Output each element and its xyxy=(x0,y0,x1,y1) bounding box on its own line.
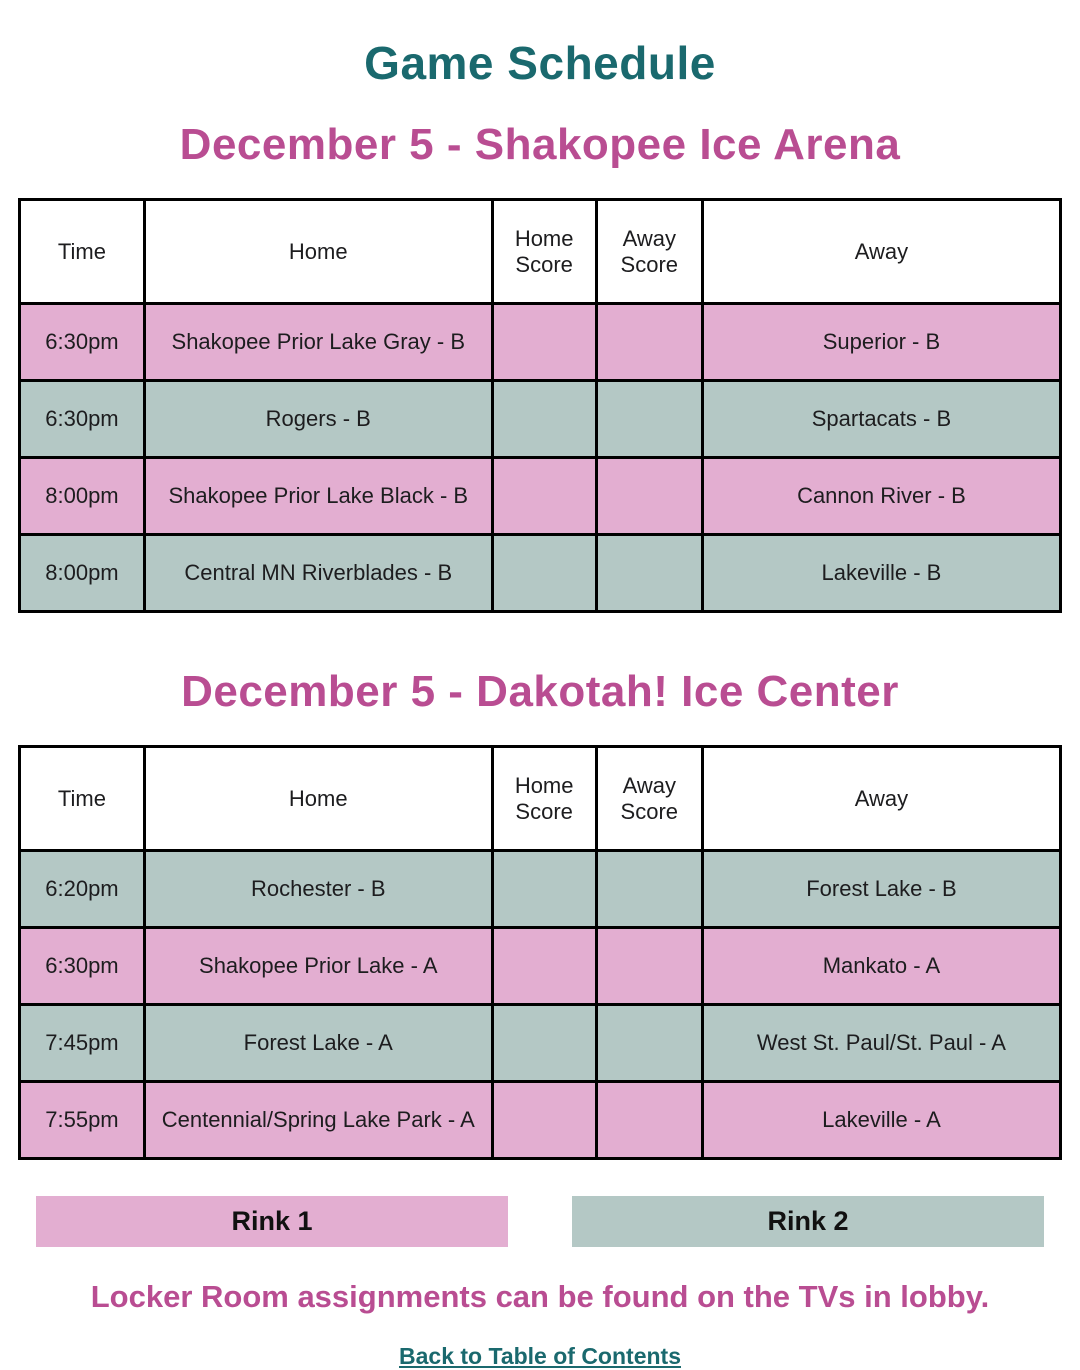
away-team-cell: Mankato - A xyxy=(702,928,1060,1005)
time-cell: 6:30pm xyxy=(20,304,145,381)
home-score-cell xyxy=(492,381,596,458)
home-score-cell xyxy=(492,851,596,928)
section-heading-shakopee-ice-arena: December 5 - Shakopee Ice Arena xyxy=(179,120,901,169)
away-score-cell xyxy=(596,928,702,1005)
home-team-cell: Centennial/Spring Lake Park - A xyxy=(144,1082,492,1159)
column-header-time: Time xyxy=(20,200,145,304)
time-cell: 8:00pm xyxy=(20,535,145,612)
schedule-table-shakopee xyxy=(18,198,1062,613)
table-row xyxy=(20,381,1061,458)
home-score-cell xyxy=(492,1082,596,1159)
table-row xyxy=(20,458,1061,535)
home-score-cell xyxy=(492,928,596,1005)
away-team-cell: Cannon River - B xyxy=(702,458,1060,535)
home-team-cell: Shakopee Prior Lake Black - B xyxy=(144,458,492,535)
table-row xyxy=(20,1082,1061,1159)
time-cell: 6:30pm xyxy=(20,928,145,1005)
home-score-cell xyxy=(492,535,596,612)
column-header-away: Away xyxy=(702,747,1060,851)
back-to-table-of-contents-link[interactable]: Back to Table of Contents xyxy=(399,1343,681,1369)
away-score-cell xyxy=(596,851,702,928)
time-cell: 7:45pm xyxy=(20,1005,145,1082)
column-header-home-score: Home Score xyxy=(492,747,596,851)
away-team-cell: Lakeville - A xyxy=(702,1082,1060,1159)
home-score-cell xyxy=(492,458,596,535)
table-row xyxy=(20,928,1061,1005)
locker-room-note: Locker Room assignments can be found on the TVs in lobby. xyxy=(90,1279,990,1314)
toc-link-container xyxy=(0,1343,1080,1370)
rink2-legend-swatch: Rink 2 xyxy=(572,1196,1044,1247)
time-cell: 6:20pm xyxy=(20,851,145,928)
column-header-home: Home xyxy=(144,747,492,851)
home-team-cell: Shakopee Prior Lake - A xyxy=(144,928,492,1005)
column-header-away: Away xyxy=(702,200,1060,304)
away-score-cell xyxy=(596,304,702,381)
away-team-cell: Lakeville - B xyxy=(702,535,1060,612)
table-row xyxy=(20,851,1061,928)
time-cell: 7:55pm xyxy=(20,1082,145,1159)
page-title: Game Schedule xyxy=(364,37,716,89)
away-score-cell xyxy=(596,1082,702,1159)
home-team-cell: Central MN Riverblades - B xyxy=(144,535,492,612)
home-team-cell: Forest Lake - A xyxy=(144,1005,492,1082)
away-team-cell: Superior - B xyxy=(702,304,1060,381)
column-header-home: Home xyxy=(144,200,492,304)
rink1-legend-swatch: Rink 1 xyxy=(36,1196,508,1247)
home-team-cell: Shakopee Prior Lake Gray - B xyxy=(144,304,492,381)
away-score-cell xyxy=(596,381,702,458)
column-header-away-score: Away Score xyxy=(596,747,702,851)
rink-legend xyxy=(18,1196,1062,1247)
home-score-cell xyxy=(492,1005,596,1082)
away-team-cell: Spartacats - B xyxy=(702,381,1060,458)
table-row xyxy=(20,535,1061,612)
home-team-cell: Rochester - B xyxy=(144,851,492,928)
time-cell: 8:00pm xyxy=(20,458,145,535)
column-header-home-score: Home Score xyxy=(492,200,596,304)
section-heading-dakotah-ice-center: December 5 - Dakotah! Ice Center xyxy=(181,667,899,716)
column-header-away-score: Away Score xyxy=(596,200,702,304)
header-row xyxy=(20,200,1061,304)
time-cell: 6:30pm xyxy=(20,381,145,458)
away-score-cell xyxy=(596,535,702,612)
away-score-cell xyxy=(596,458,702,535)
away-score-cell xyxy=(596,1005,702,1082)
header-row xyxy=(20,747,1061,851)
away-team-cell: Forest Lake - B xyxy=(702,851,1060,928)
home-score-cell xyxy=(492,304,596,381)
column-header-time: Time xyxy=(20,747,145,851)
table-row xyxy=(20,304,1061,381)
schedule-table-dakotah xyxy=(18,745,1062,1160)
table-row xyxy=(20,1005,1061,1082)
away-team-cell: West St. Paul/St. Paul - A xyxy=(702,1005,1060,1082)
home-team-cell: Rogers - B xyxy=(144,381,492,458)
